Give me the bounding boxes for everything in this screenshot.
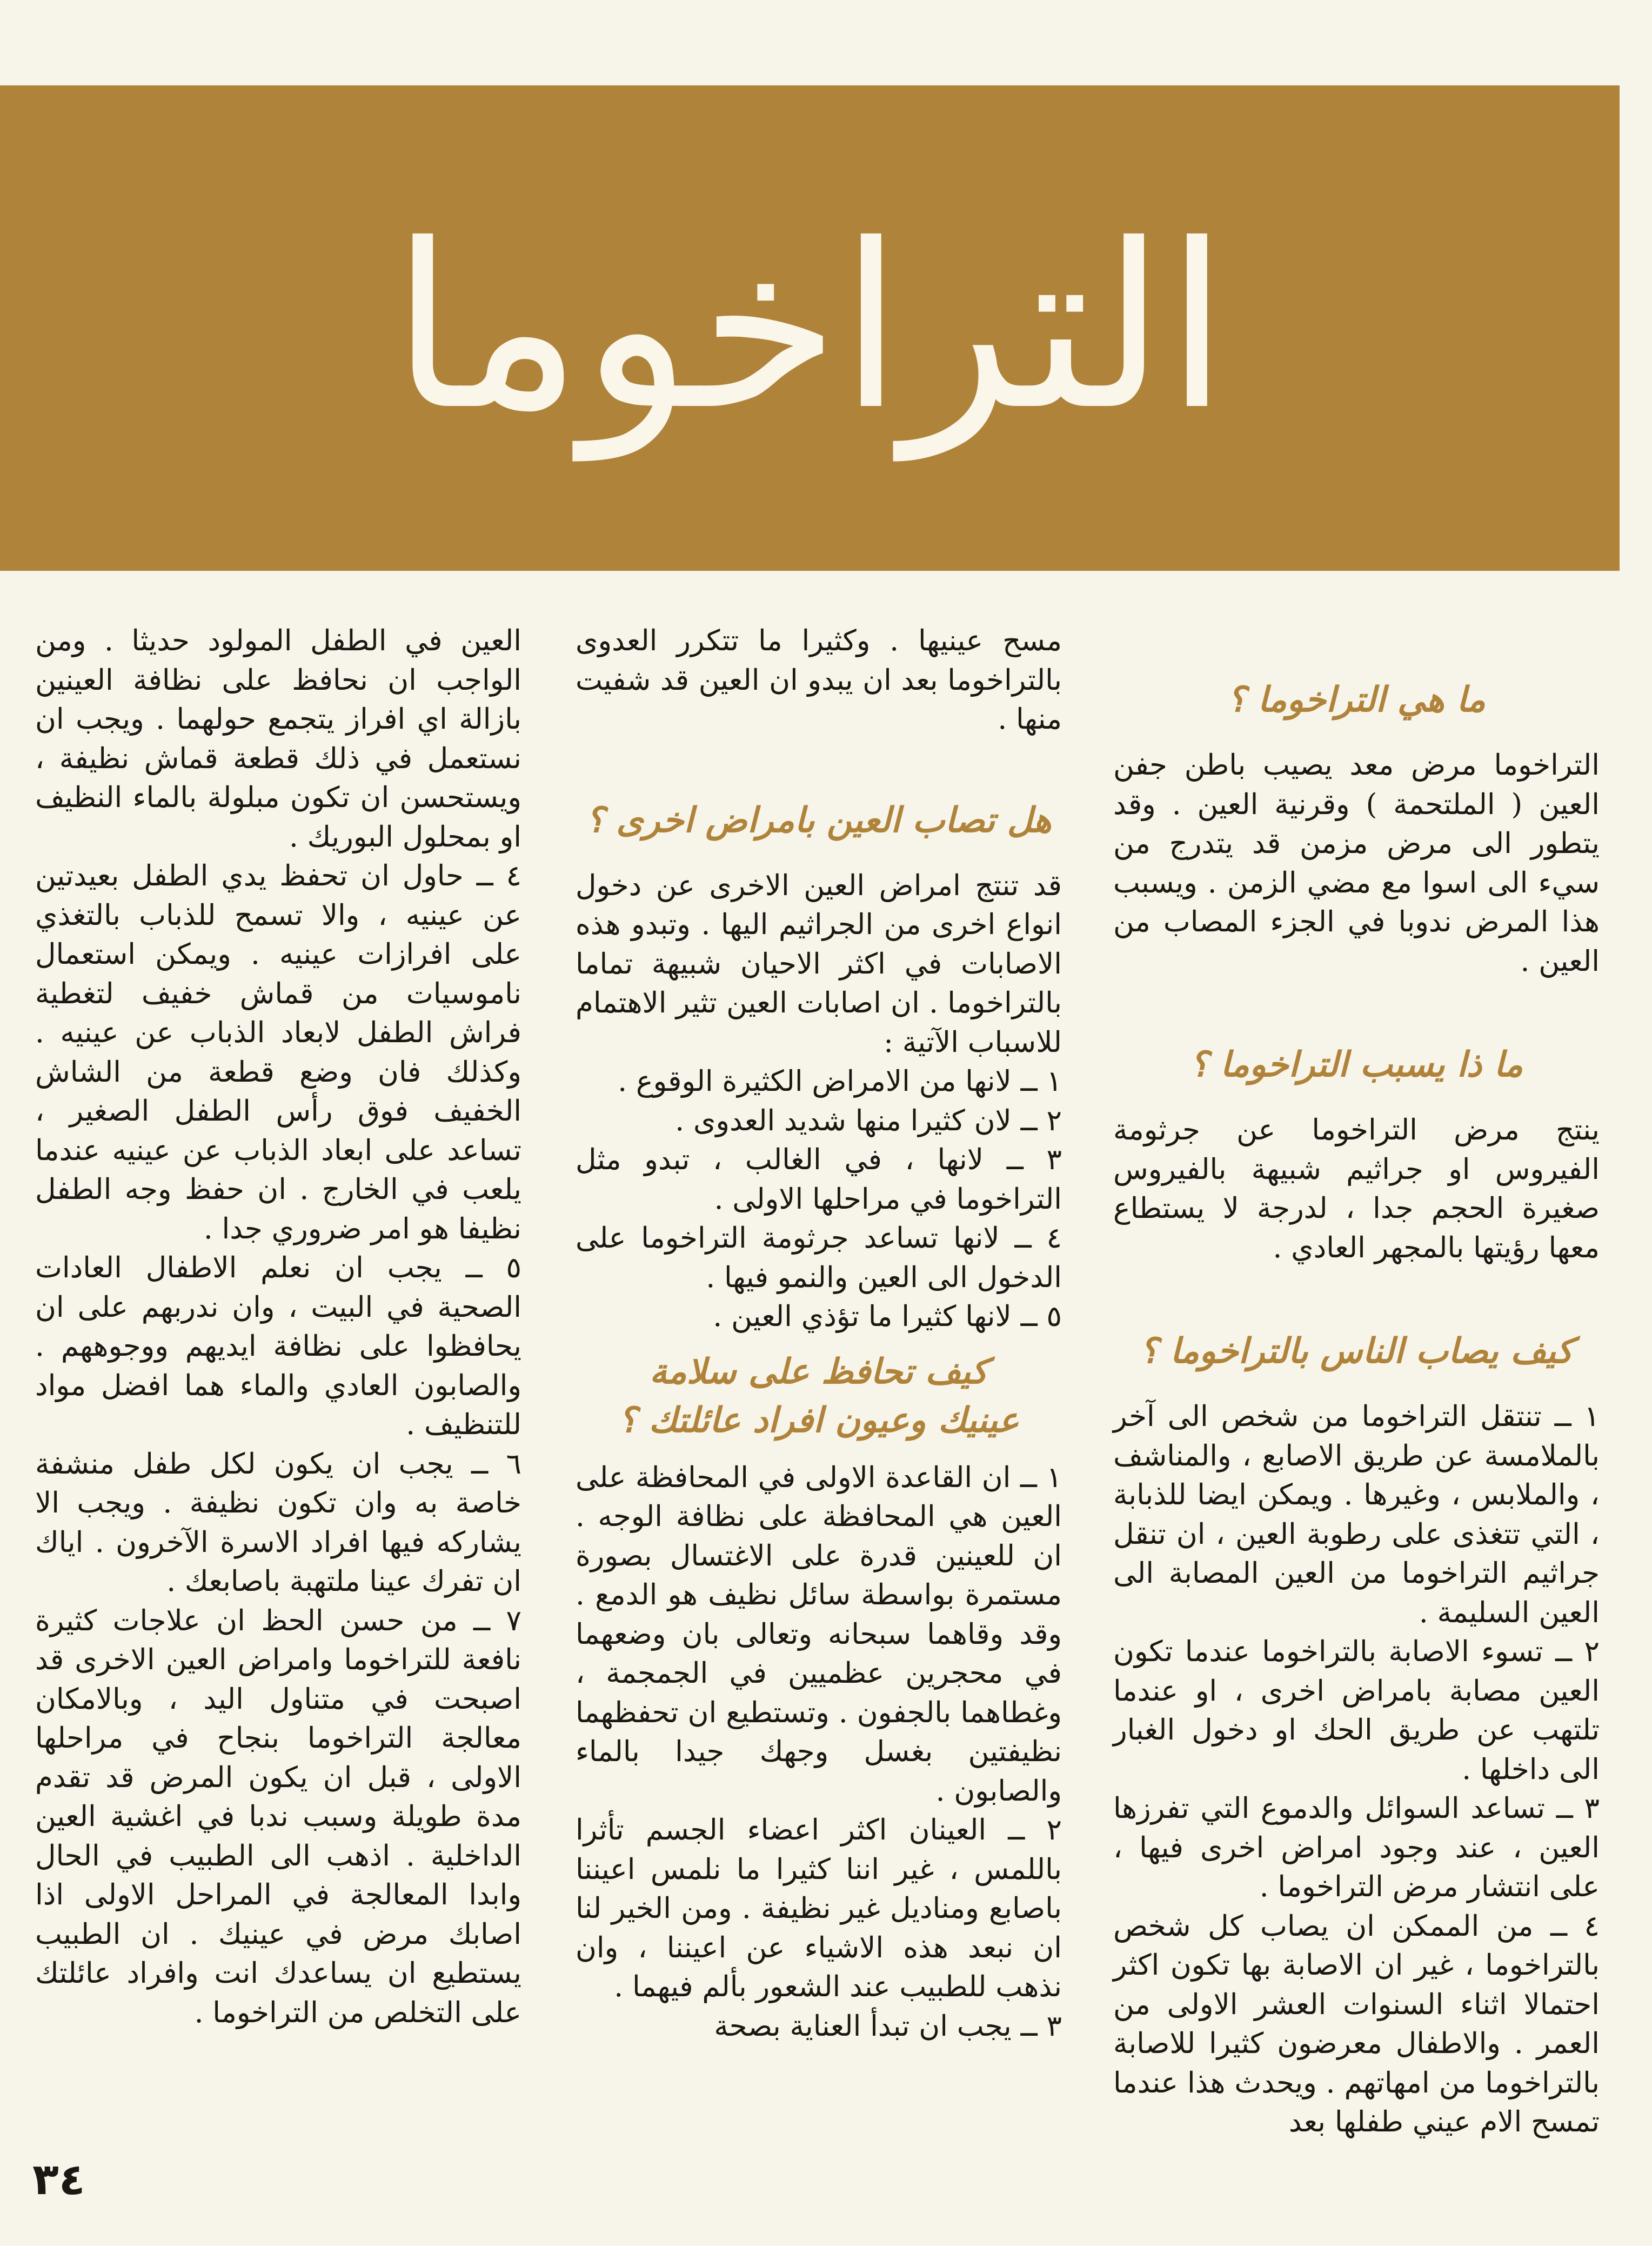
section-heading-other-diseases: هل تصاب العين بامراض اخرى ؟ <box>586 799 1052 841</box>
section-heading-causes: ما ذا يسبب التراخوما ؟ <box>1189 1044 1523 1085</box>
paragraph: ٢ ــ العينان اكثر اعضاء الجسم تأثرا باللمس ، غير اننا كثيرا ما نلمس اعيننا باصابع ومناديل غير نظيفة . ومن الخير لنا ان نبعد هذه الاشياء عن اعيننا ، وان نذهب للطبيب عند الشعور بألم فيهما . <box>576 1814 1062 2003</box>
list-item: ١ ــ لانها من الامراض الكثيرة الوقوع . <box>618 1065 1062 1098</box>
list-item: ٣ ــ لانها ، في الغالب ، تبدو مثل التراخوما في مراحلها الاولى . <box>576 1143 1062 1216</box>
column-middle <box>576 622 1062 2046</box>
paragraph: ١ ــ ان القاعدة الاولى في المحافظة على العين هي المحافظة على نظافة الوجه . ان للعينين قدرة على الاغتسال بصورة مستمرة بواسطة سائل نظيف هو الدمع . وقد وقاهما سبحانه وتعالى بان وضعهما في محجرين عظميين في الجمجمة ، وغطاهما بالجفون . وتستطيع ان تحفظهما نظيفتين بغسل وجهك جيدا بالماء والصابون . <box>576 1461 1062 1808</box>
paragraph: مسح عينيها . وكثيرا ما تتكرر العدوى بالتراخوما بعد ان يبدو ان العين قد شفيت منها . <box>576 624 1062 736</box>
paragraph: ٥ ــ يجب ان نعلم الاطفال العادات الصحية في البيت ، وان ندربهم على ان يحافظوا على نظافة ايديهم ووجوههم . والصابون العادي والماء هما افضل مواد للتنظيف . <box>35 1251 521 1441</box>
section-heading-protection-line2: عينيك وعيون افراد عائلتك ؟ <box>618 1399 1019 1441</box>
paragraph: ١ ــ تنتقل التراخوما من شخص الى آخر بالملامسة عن طريق الاصابع ، والمناشف ، والملابس ، وغيرها . ويمكن ايضا للذبابة ، التي تتغذى على رطوبة العين ، ان تنقل جراثيم التراخوما من العين المصابة الى العين السليمة . <box>1113 1400 1600 1629</box>
column-left <box>35 622 521 2032</box>
article-title: التراخوما <box>391 196 1229 460</box>
list-item: ٤ ــ لانها تساعد جرثومة التراخوما على الدخول الى العين والنمو فيها . <box>576 1222 1062 1294</box>
section-heading-protection-line1: كيف تحافظ على سلامة <box>650 1351 988 1392</box>
list-item: ٢ ــ لان كثيرا منها شديد العدوى . <box>675 1104 1062 1137</box>
paragraph: ٦ ــ يجب ان يكون لكل طفل منشفة خاصة به وان تكون نظيفة . ويجب الا يشاركه فيها افراد الاسرة الآخرون . اياك ان تفرك عينا ملتهبة باصابعك . <box>35 1447 521 1598</box>
column-right <box>1113 622 1600 2142</box>
paragraph: قد تنتج امراض العين الاخرى عن دخول انواع اخرى من الجراثيم اليها . وتبدو هذه الاصابات في اكثر الاحيان شبيهة تماما بالتراخوما . ان اصابات العين تثير الاهتمام للاسباب الآتية : <box>576 869 1062 1059</box>
paragraph: ٧ ــ من حسن الحظ ان علاجات كثيرة نافعة للتراخوما وامراض العين الاخرى قد اصبحت في متناول اليد ، وبالامكان معالجة التراخوما بنجاح في مراحلها الاولى ، قبل ان يكون المرض قد تقدم مدة طويلة وسبب ندبا في اغشية العين الداخلية . اذهب الى الطبيب في الحال وابدا المعالجة في المراحل الاولى اذا اصابك مرض في عينيك . ان الطبيب يستطيع ان يساعدك انت وافراد عائلتك على التخلص من التراخوما . <box>35 1604 521 2029</box>
paragraph: ٤ ــ حاول ان تحفظ يدي الطفل بعيدتين عن عينيه ، والا تسمح للذباب بالتغذي على افرازات عينيه . ويمكن استعمال ناموسيات من قماش خفيف لتغطية فراش الطفل لابعاد الذباب عن عينيه . وكذلك فان وضع قطعة من الشاش الخفيف فوق رأس الطفل الصغير ، تساعد على ابعاد الذباب عن عينيه عندما يلعب في الخارج . ان حفظ وجه الطفل نظيفا هو امر ضروري جدا . <box>35 859 521 1245</box>
paragraph: العين في الطفل المولود حديثا . ومن الواجب ان نحافظ على نظافة العينين بازالة اي افراز يتجمع حولهما . ويجب ان نستعمل في ذلك قطعة قماش نظيفة ، ويستحسن ان تكون مبلولة بالماء النظيف او بمحلول البوريك . <box>35 624 521 854</box>
page-number: ٣٤ <box>32 2154 85 2204</box>
paragraph: التراخوما مرض معد يصيب باطن جفن العين ( الملتحمة ) وقرنية العين . وقد يتطور الى مرض مزمن قد يتدرج من سيء الى اسوا مع مضي الزمن . ويسبب هذا المرض ندوبا في الجزء المصاب من العين . <box>1113 749 1600 978</box>
title-banner <box>0 85 1620 571</box>
list-item: ٥ ــ لانها كثيرا ما تؤذي العين . <box>713 1300 1062 1333</box>
paragraph: ينتج مرض التراخوما عن جرثومة الفيروس او جراثيم شبيهة بالفيروس صغيرة الحجم جدا ، لدرجة لا يستطاع معها رؤيتها بالمجهر العادي . <box>1113 1114 1600 1264</box>
section-heading-transmission: كيف يصاب الناس بالتراخوما ؟ <box>1139 1331 1574 1371</box>
paragraph: ٢ ــ تسوء الاصابة بالتراخوما عندما تكون العين مصابة بامراض اخرى ، او عندما تلتهب عن طريق الحك او دخول الغبار الى داخلها . <box>1113 1635 1600 1786</box>
paragraph: ٣ ــ يجب ان تبدأ العناية بصحة <box>714 2009 1062 2043</box>
paragraph: ٣ ــ تساعد السوائل والدموع التي تفرزها العين ، عند وجود امراض اخرى فيها ، على انتشار مرض التراخوما . <box>1113 1792 1600 1903</box>
section-heading-what-is: ما هي التراخوما ؟ <box>1227 679 1486 720</box>
paragraph: ٤ ــ من الممكن ان يصاب كل شخص بالتراخوما ، غير ان الاصابة بها تكون اكثر احتمالا اثناء السنوات العشر الاولى من العمر . والاطفال معرضون كثيرا للاصابة بالتراخوما من امهاتهم . ويحدث هذا عندما تمسح الام عيني طفلها بعد <box>1113 1909 1600 2138</box>
section-heading-protection <box>576 1348 1062 1445</box>
